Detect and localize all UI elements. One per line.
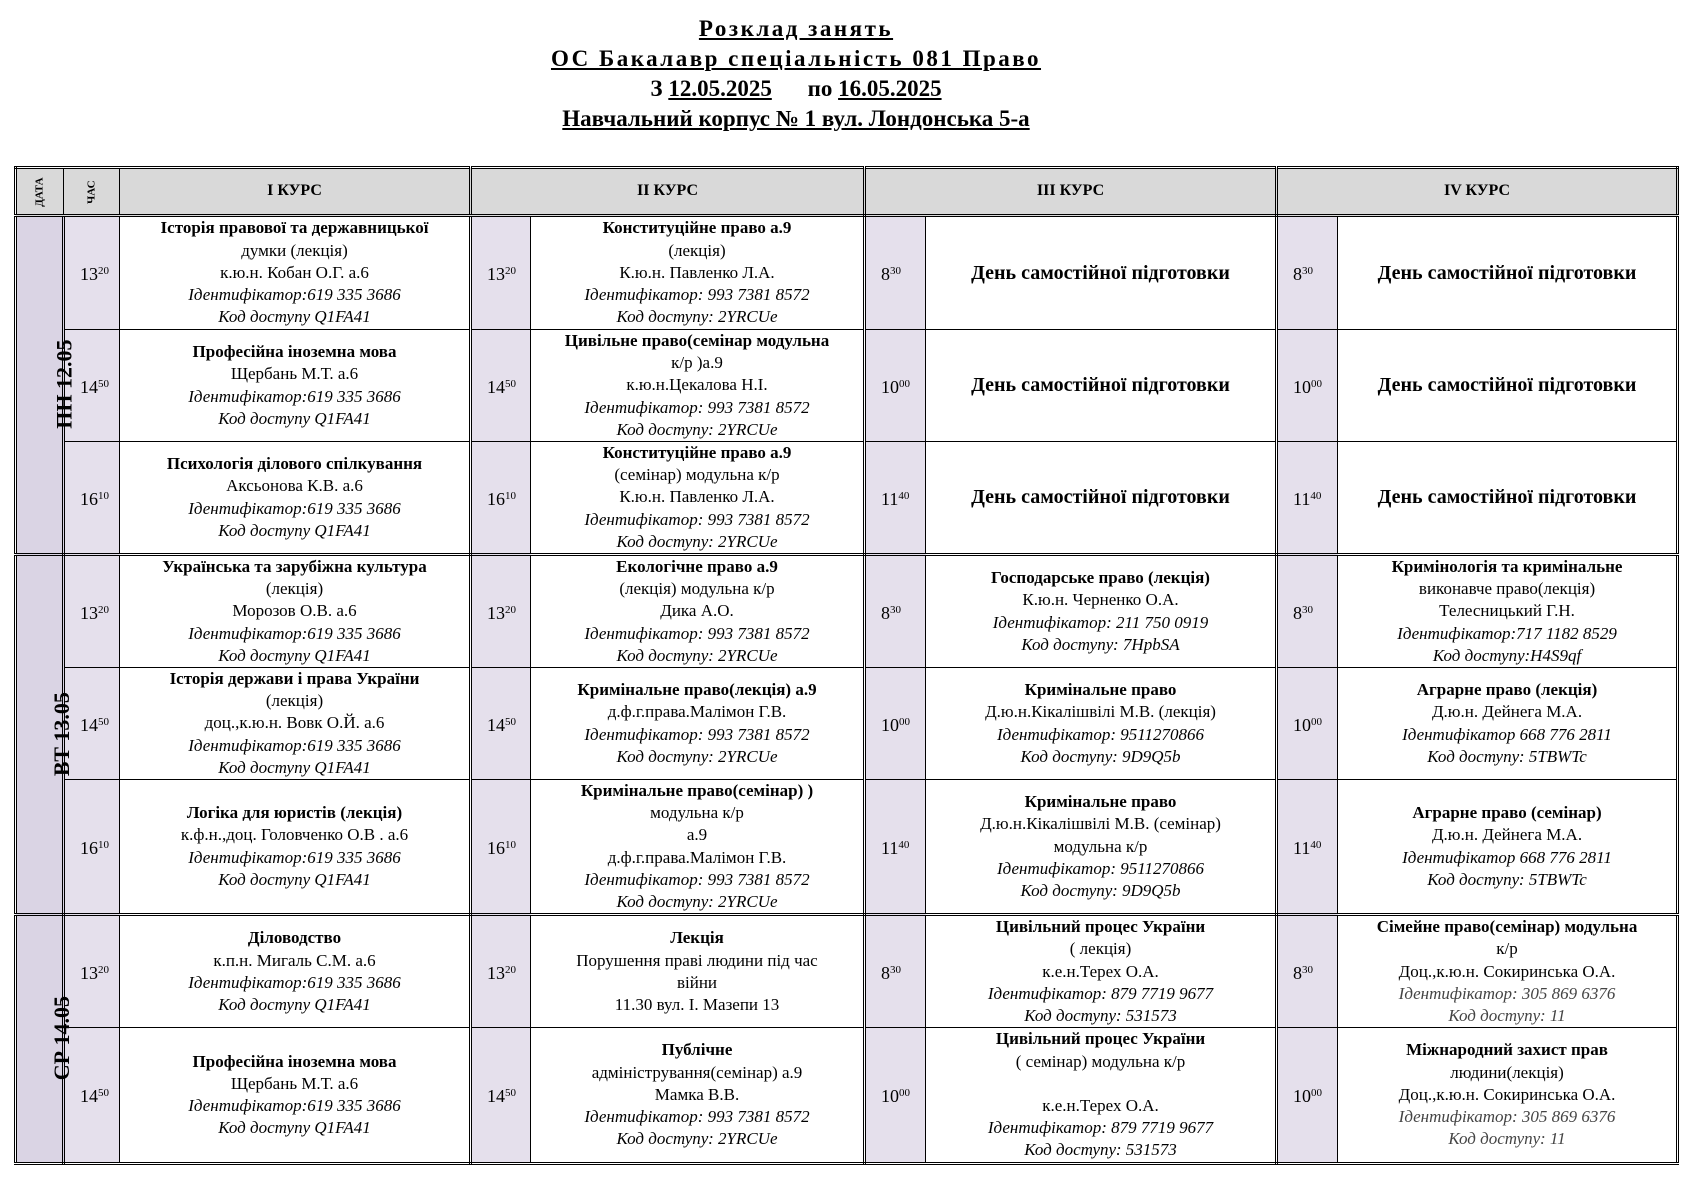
subject-title: Професійна іноземна мова [192, 342, 397, 362]
subject-detail: Мамка В.В. [654, 1084, 740, 1104]
lesson-cell-course-4 [1338, 555, 1678, 668]
subject-detail: ( лекція) [1069, 939, 1132, 959]
lesson-time: $13^{20}$ [64, 216, 120, 330]
access-code: Код доступу Q1FA41 [218, 645, 371, 665]
lesson-time: $8^{30}$ [865, 216, 926, 330]
lesson-cell-course-1 [120, 1028, 471, 1163]
access-code: Код доступу: 11 [1448, 1006, 1566, 1026]
subject-detail: Дика А.О. [660, 601, 734, 621]
lesson-time: $8^{30}$ [865, 915, 926, 1028]
schedule-row [16, 668, 1678, 780]
schedule-row [16, 1028, 1678, 1163]
lesson-cell-course-3 [926, 915, 1277, 1028]
subject-detail: (семінар) модульна к/р [614, 465, 780, 485]
subject-title: Історія держави і права України [169, 669, 420, 689]
subject-detail: Д.ю.н.Кікалішвілі М.В. (семінар) [980, 814, 1221, 834]
access-code: Код доступу: 5TBWTc [1427, 746, 1587, 766]
schedule-title: Розклад занять [698, 16, 894, 41]
subject-detail: к.е.н.Терех О.А. [1042, 1095, 1159, 1115]
subject-detail: Щербань М.Т. а.6 [230, 1073, 359, 1093]
lesson-cell-course-2 [531, 668, 865, 780]
access-code: Код доступу: 531573 [1024, 1006, 1177, 1026]
subject-detail: К.ю.н. Павленко Л.А. [619, 262, 775, 282]
access-code: Код доступу: 7HpbSA [1021, 634, 1180, 654]
lesson-cell-course-1 [120, 330, 471, 442]
subject-title: Психологія ділового спілкування [166, 454, 423, 474]
col-header-course-3: ІІІ КУРС [865, 168, 1277, 216]
access-code: Код доступу: 2YRCUe [616, 307, 778, 327]
col-header-course-4: ІV КУРС [1277, 168, 1678, 216]
lesson-cell-course-3 [926, 1028, 1277, 1163]
meeting-id: Ідентифікатор: 879 7719 9677 [987, 983, 1214, 1003]
meeting-id: Ідентифікатор:619 335 3686 [188, 285, 401, 305]
subject-title: Цивільний процес України [995, 1029, 1206, 1049]
program-title: ОС Бакалавр спеціальність 081 Право [550, 46, 1042, 71]
lesson-time: $14^{50}$ [64, 330, 120, 442]
access-code: Код доступу: 9D9Q5b [1020, 880, 1181, 900]
subject-detail: Д.ю.н. Дейнега М.А. [1431, 702, 1583, 722]
subject-detail: а.9 [686, 825, 708, 845]
lesson-cell-course-2 [531, 216, 865, 330]
lesson-cell-course-3 [926, 780, 1277, 915]
access-code: Код доступу Q1FA41 [218, 1118, 371, 1138]
subject-title: Кримінальне право(семінар) ) [580, 781, 814, 801]
lesson-time: $11^{40}$ [865, 780, 926, 915]
lesson-cell-course-1 [120, 780, 471, 915]
date-to: 16.05.2025 [838, 76, 942, 101]
meeting-id: Ідентифікатор: 993 7381 8572 [584, 1107, 810, 1126]
col-header-course-2: ІІ КУРС [471, 168, 865, 216]
access-code: Код доступу:H4S9qf [1432, 645, 1582, 665]
subject-title: Сімейне право(семінар) модульна [1376, 917, 1638, 937]
subject-detail: думки (лекція) [241, 240, 348, 260]
lesson-cell-course-4 [1338, 442, 1678, 555]
access-code: Код доступу: 531573 [1024, 1140, 1177, 1160]
lesson-cell-course-1 [120, 216, 471, 330]
meeting-id: Ідентифікатор: 305 869 6376 [1398, 983, 1616, 1003]
access-code: Код доступу Q1FA41 [218, 520, 371, 540]
subject-detail: війни [676, 972, 718, 992]
access-code: Код доступу: 2YRCUe [616, 531, 778, 551]
meeting-id: Ідентифікатор:619 335 3686 [188, 623, 401, 643]
subject-title: Кримінальне право(лекція) а.9 [577, 680, 817, 700]
lesson-time: $16^{10}$ [64, 442, 120, 555]
lesson-time: $13^{20}$ [64, 555, 120, 668]
access-code: Код доступу: 5TBWTc [1427, 869, 1587, 889]
subject-title: День самостійної підготовки [971, 486, 1230, 509]
subject-detail: к.ф.н.,доц. Головченко О.В . а.6 [180, 825, 409, 845]
meeting-id: Ідентифікатор:619 335 3686 [188, 847, 401, 867]
subject-detail: К.ю.н. Павленко Л.А. [619, 487, 775, 507]
subject-title: Українська та зарубіжна культура [162, 557, 427, 577]
lesson-time: $11^{40}$ [1277, 442, 1338, 555]
lesson-time: $11^{40}$ [1277, 780, 1338, 915]
subject-detail: Порушення праві людини під час [576, 950, 818, 970]
lesson-time: $10^{00}$ [865, 330, 926, 442]
lesson-time: $10^{00}$ [1277, 330, 1338, 442]
schedule-header [0, 14, 1592, 134]
lesson-cell-course-4 [1338, 1028, 1678, 1163]
lesson-time: $14^{50}$ [64, 1028, 120, 1163]
lesson-time: $10^{00}$ [865, 668, 926, 780]
meeting-id: Ідентифікатор 668 776 2811 [1402, 847, 1612, 867]
meeting-id: Ідентифікатор:619 335 3686 [188, 735, 401, 755]
lesson-time: $14^{50}$ [471, 330, 531, 442]
subject-title: Конституційне право а.9 [602, 218, 792, 238]
lesson-time: $10^{00}$ [1277, 668, 1338, 780]
subject-detail: Доц.,к.ю.н. Сокиринська О.А. [1398, 961, 1616, 981]
subject-detail: модульна к/р [650, 803, 744, 823]
meeting-id: Ідентифікатор:717 1182 8529 [1397, 623, 1617, 643]
lesson-time: $16^{10}$ [64, 780, 120, 915]
lesson-time: $14^{50}$ [471, 668, 531, 780]
subject-title: Аграрне право (семінар) [1412, 803, 1602, 823]
subject-detail: доц.,к.ю.н. Вовк О.Й. а.6 [204, 713, 385, 733]
col-header-course-1: І КУРС [120, 168, 471, 216]
subject-detail: (лекція) [668, 240, 726, 260]
access-code: Код доступу Q1FA41 [218, 994, 371, 1014]
lesson-cell-course-1 [120, 442, 471, 555]
subject-detail: ( семінар) модульна к/р [1015, 1051, 1186, 1071]
subject-detail: (лекція) [265, 691, 324, 711]
lesson-cell-course-3 [926, 330, 1277, 442]
subject-detail: адміністрування(семінар) а.9 [591, 1062, 803, 1082]
subject-detail: модульна к/р [1053, 836, 1148, 856]
lesson-cell-course-3 [926, 216, 1277, 330]
subject-detail: людини(лекція) [1450, 1062, 1564, 1082]
schedule-row [16, 780, 1678, 915]
day-label: ПН 12.05 [16, 216, 64, 555]
subject-detail: к.е.н.Терех О.А. [1042, 961, 1159, 981]
schedule-table [14, 166, 1679, 1165]
meeting-id: Ідентифікатор: 993 7381 8572 [584, 397, 810, 417]
subject-title: День самостійної підготовки [1377, 374, 1637, 397]
lesson-time: $14^{50}$ [471, 1028, 531, 1163]
subject-detail: (лекція) модульна к/р [619, 579, 775, 599]
subject-title: Міжнародний захист прав [1406, 1040, 1608, 1060]
day-label: СР 14.05 [16, 915, 64, 1163]
lesson-time: $8^{30}$ [1277, 555, 1338, 668]
schedule-row [16, 330, 1678, 442]
lesson-cell-course-4 [1338, 915, 1678, 1028]
subject-title: Кримінальне право [1024, 792, 1177, 812]
subject-detail: К.ю.н. Черненко О.А. [1022, 590, 1179, 610]
subject-detail [929, 1073, 1272, 1095]
lesson-cell-course-3 [926, 442, 1277, 555]
lesson-cell-course-2 [531, 1028, 865, 1163]
subject-title: Логіка для юристів (лекція) [186, 803, 403, 823]
subject-title: Діловодство [247, 928, 342, 948]
lesson-time: $13^{20}$ [471, 216, 531, 330]
meeting-id: Ідентифікатор: 993 7381 8572 [584, 724, 810, 744]
meeting-id: Ідентифікатор: 9511270866 [997, 858, 1204, 878]
subject-title: День самостійної підготовки [1377, 486, 1637, 509]
schedule-row [16, 442, 1678, 555]
subject-title: День самостійної підготовки [1377, 261, 1637, 284]
subject-title: Лекція [670, 928, 724, 948]
access-code: Код доступу Q1FA41 [218, 869, 371, 889]
subject-title: Господарське право (лекція) [991, 568, 1210, 588]
access-code: Код доступу: 9D9Q5b [1020, 746, 1181, 766]
subject-title: Професійна іноземна мова [192, 1051, 397, 1071]
lesson-cell-course-2 [531, 915, 865, 1028]
subject-title: Аграрне право (лекція) [1416, 680, 1598, 700]
access-code: Код доступу Q1FA41 [218, 307, 371, 327]
lesson-cell-course-1 [120, 668, 471, 780]
schedule-row [16, 915, 1678, 1028]
lesson-time: $11^{40}$ [865, 442, 926, 555]
subject-detail: к/р )а.9 [671, 353, 723, 373]
subject-detail: д.ф.г.права.Малімон Г.В. [607, 702, 787, 722]
date-to-prefix: по [807, 76, 833, 101]
subject-detail: к.п.н. Мигаль С.М. а.6 [213, 950, 376, 970]
subject-title: Екологічне право а.9 [616, 557, 778, 577]
subject-title: Цивільний процес України [995, 917, 1206, 937]
meeting-id: Ідентифікатор:619 335 3686 [188, 972, 401, 992]
meeting-id: Ідентифікатор:619 335 3686 [188, 498, 401, 518]
meeting-id: Ідентифікатор: 993 7381 8572 [584, 285, 810, 305]
lesson-time: $16^{10}$ [471, 442, 531, 555]
subject-detail: виконавче право(лекція) [1418, 579, 1596, 599]
lesson-time: $14^{50}$ [64, 668, 120, 780]
subject-detail: д.ф.г.права.Малімон Г.В. [607, 847, 787, 867]
lesson-cell-course-4 [1338, 216, 1678, 330]
subject-title: Публічне [661, 1040, 733, 1060]
date-from: 12.05.2025 [668, 76, 772, 101]
access-code: Код доступу: 2YRCUe [616, 1129, 778, 1149]
subject-title: День самостійної підготовки [971, 374, 1230, 397]
schedule-row [16, 555, 1678, 668]
subject-detail: к/р [1496, 939, 1518, 959]
meeting-id: Ідентифікатор:619 335 3686 [188, 386, 401, 406]
meeting-id: Ідентифікатор: 9511270866 [997, 724, 1204, 744]
subject-detail: к.ю.н.Цекалова Н.І. [626, 375, 768, 395]
access-code: Код доступу: 2YRCUe [616, 645, 778, 665]
col-header-date: ДАТА [16, 168, 64, 216]
access-code: Код доступу Q1FA41 [218, 408, 371, 428]
lesson-time: $10^{00}$ [1277, 1028, 1338, 1163]
lesson-cell-course-3 [926, 555, 1277, 668]
lesson-cell-course-2 [531, 555, 865, 668]
subject-title: День самостійної підготовки [971, 261, 1230, 284]
subject-detail: Аксьонова К.В. а.6 [226, 476, 363, 496]
access-code: Код доступу: 11 [1448, 1129, 1566, 1149]
subject-title: Історія правової та державницької [160, 218, 429, 238]
meeting-id: Ідентифікатор: 993 7381 8572 [584, 623, 810, 643]
meeting-id: Ідентифікатор 668 776 2811 [1402, 724, 1612, 744]
subject-detail: Телесницький Г.Н. [1439, 601, 1575, 621]
lesson-cell-course-2 [531, 780, 865, 915]
meeting-id: Ідентифікатор: 211 750 0919 [992, 612, 1209, 632]
lesson-time: $8^{30}$ [1277, 915, 1338, 1028]
subject-title: Кримінологія та кримінальне [1391, 557, 1623, 577]
access-code: Код доступу: 2YRCUe [616, 419, 778, 439]
lesson-time: $8^{30}$ [865, 555, 926, 668]
access-code: Код доступу Q1FA41 [218, 757, 371, 777]
meeting-id: Ідентифікатор: 305 869 6376 [1398, 1107, 1616, 1126]
subject-detail: Щербань М.Т. а.6 [230, 364, 359, 384]
meeting-id: Ідентифікатор: 993 7381 8572 [584, 509, 810, 529]
date-range [0, 74, 1592, 104]
date-from-prefix: З [650, 76, 663, 101]
schedule-row [16, 216, 1678, 330]
subject-detail: Д.ю.н.Кікалішвілі М.В. (лекція) [985, 702, 1216, 722]
subject-detail: к.ю.н. Кобан О.Г. а.6 [220, 262, 369, 282]
subject-title: Цивільне право(семінар модульна [564, 331, 830, 350]
day-label: ВТ 13.05 [16, 555, 64, 915]
lesson-time: $13^{20}$ [471, 555, 531, 668]
meeting-id: Ідентифікатор:619 335 3686 [188, 1095, 401, 1115]
access-code: Код доступу: 2YRCUe [616, 892, 778, 912]
subject-detail: (лекція) [265, 579, 324, 599]
lesson-time: $13^{20}$ [471, 915, 531, 1028]
subject-title: Конституційне право а.9 [602, 443, 792, 463]
lesson-cell-course-1 [120, 555, 471, 668]
lesson-time: $10^{00}$ [865, 1028, 926, 1163]
lesson-cell-course-4 [1338, 780, 1678, 915]
header-row [16, 168, 1678, 216]
lesson-cell-course-2 [531, 330, 865, 442]
meeting-id: Ідентифікатор: 993 7381 8572 [584, 869, 810, 889]
lesson-cell-course-2 [531, 442, 865, 555]
lesson-time: $16^{10}$ [471, 780, 531, 915]
col-header-time: ЧАС [64, 168, 120, 216]
subject-detail: 11.30 вул. І. Мазепи 13 [614, 994, 780, 1014]
lesson-time: $13^{20}$ [64, 915, 120, 1028]
access-code: Код доступу: 2YRCUe [616, 746, 778, 766]
lesson-cell-course-4 [1338, 330, 1678, 442]
building-address: Навчальний корпус № 1 вул. Лондонська 5-а [562, 106, 1030, 131]
lesson-time: $8^{30}$ [1277, 216, 1338, 330]
lesson-cell-course-1 [120, 915, 471, 1028]
lesson-cell-course-3 [926, 668, 1277, 780]
subject-title: Кримінальне право [1024, 680, 1177, 700]
meeting-id: Ідентифікатор: 879 7719 9677 [987, 1118, 1214, 1138]
subject-detail: Доц.,к.ю.н. Сокиринська О.А. [1398, 1084, 1616, 1104]
subject-detail: Д.ю.н. Дейнега М.А. [1431, 825, 1583, 845]
lesson-cell-course-4 [1338, 668, 1678, 780]
subject-detail: Морозов О.В. а.6 [232, 601, 357, 621]
